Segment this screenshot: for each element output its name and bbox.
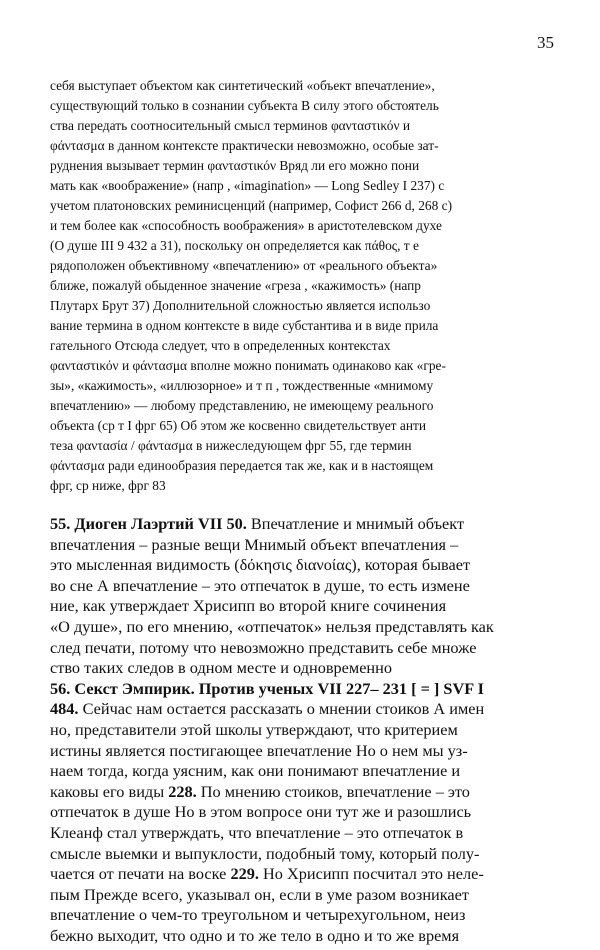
fragment-55-line: это мысленная видимость (δόκησις διανοίας), которая бывает — [50, 555, 471, 574]
fragment-56-text: Сейчас нам остается рассказать о мнении стоиков А имен — [78, 699, 485, 718]
commentary-line: Плутарх Брут 37) Дополнительной сложностью является использо — [50, 298, 431, 313]
fragment-56-line: бежно выходит, что одно и то же тело в одно и то же время — [50, 926, 460, 945]
section-number-228: 228. — [168, 782, 197, 801]
commentary-line: теза φαντασία / φάντασμα в нижеследующем фрг 55, где термин — [50, 438, 412, 453]
commentary-line: гательного Отсюда следует, что в определенных контекстах — [50, 338, 391, 353]
fragment-56-line: пым Прежде всего, указывал он, если в уме разом возникает — [50, 885, 469, 904]
commentary-line: (О душе III 9 432 а 31), поскольку он определяется как πάθος, т е — [50, 238, 419, 253]
fragment-56-line — [50, 698, 553, 720]
fragment-56-text: Но Хрисипп посчитал это неле- — [258, 864, 484, 883]
fragment-56-line: наем тогда, когда уясним, как они понимают впечатление и — [50, 761, 461, 780]
fragment-55-heading: 55. Диоген Лаэртий VII 50. — [50, 514, 247, 533]
commentary-line: себя выступает объектом как синтетический «объект впечатление», — [50, 78, 435, 93]
commentary-line: и тем более как «способность воображения» в аристотелевском духе — [50, 218, 442, 233]
commentary-line: φάντασμα ради единообразия передается так же, как и в настоящем — [50, 458, 434, 473]
fragment-56-line: впечатление о чем-то треугольном и четырехугольном, неиз — [50, 905, 466, 924]
page-number: 35 — [537, 33, 554, 52]
commentary-line: ближе, пожалуй обыденное значение «греза , «кажимость» (напр — [50, 278, 422, 293]
commentary-line: φάντασμα в данном контексте практически невозможно, особые зат- — [50, 138, 439, 153]
commentary-line: рядоположен объективному «впечатлению» от «реального объекта» — [50, 258, 438, 273]
commentary-line: фрг, ср ниже, фрг 83 — [50, 478, 166, 493]
commentary-line: существующий только в сознании субъекта В силу этого обстоятель — [50, 98, 439, 113]
commentary-line: вание термина в одном контексте в виде субстантива и в виде прила — [50, 318, 439, 333]
fragment-55-line: ство таких следов в одном месте и одновременно — [50, 658, 392, 677]
fragment-56-line: смысле выемки и выпуклости, подобный тому, который полу- — [50, 844, 480, 863]
commentary-line: руднения вызывает термин φανταστικόν Вряд ли его можно пони — [50, 158, 420, 173]
section-number-229: 229. — [230, 864, 259, 883]
fragment-56-line: но, представители этой школы утверждают, что критерием — [50, 720, 458, 739]
fragment-56-text: По мнению стоиков, впечатление – это — [196, 782, 470, 801]
fragment-55-text: Впечатление и мнимый объект — [246, 514, 465, 533]
commentary-line: мать как «воображение» (напр , «imagination» — Long Sedley I 237) с — [50, 178, 445, 193]
fragment-56-line — [50, 781, 553, 803]
fragment-56-heading-number: 484. — [50, 699, 79, 718]
commentary-line: учетом платоновских реминисценций (например, Софист 266 d, 268 с) — [50, 198, 453, 213]
commentary-line: ства передать соотносительный смысл терминов φανταστικόν и — [50, 118, 411, 133]
commentary-line: φανταστικόν и φάντασμα вполне можно понимать одинаково как «гре- — [50, 358, 446, 373]
fragment-55-line: ние, как утверждает Хрисипп во второй книге сочинения — [50, 596, 447, 615]
fragment-56-line: истины является постигающее впечатление Но о нем мы уз- — [50, 741, 468, 760]
commentary-line: впечатлению» — любому представлению, не имеющему реального — [50, 398, 434, 413]
fragment-56-text: чается от печати на воске — [50, 864, 231, 883]
commentary-line: объекта (ср т I фрг 65) Об этом же косвенно свидетельствует анти — [50, 418, 427, 433]
fragment-55-line — [50, 513, 553, 535]
fragment-55-line: впечатления – разные вещи Мнимый объект впечатления – — [50, 535, 459, 554]
fragment-55-line: «О душе», по его мнению, «отпечаток» нельзя представлять как — [50, 617, 494, 636]
commentary-line: зы», «кажимость», «иллюзорное» и т п , тождественные «мнимому — [50, 378, 434, 393]
fragment-56-heading: 56. Секст Эмпирик. Против ученых VII 227– 231 [ = ] SVF I — [50, 679, 484, 698]
fragment-56-line — [50, 863, 553, 885]
fragment-55-line: во сне А впечатление – это отпечаток в душе, то есть измене — [50, 576, 470, 595]
fragment-55-line: след печати, потому что невозможно представить себе множе — [50, 638, 477, 657]
fragment-56-line: отпечаток в душе Но в этом вопросе они тут же и разошлись — [50, 802, 472, 821]
fragment-56-text: каковы его виды — [50, 782, 169, 801]
fragment-56-line: Клеанф стал утверждать, что впечатление – это отпечаток в — [50, 823, 464, 842]
